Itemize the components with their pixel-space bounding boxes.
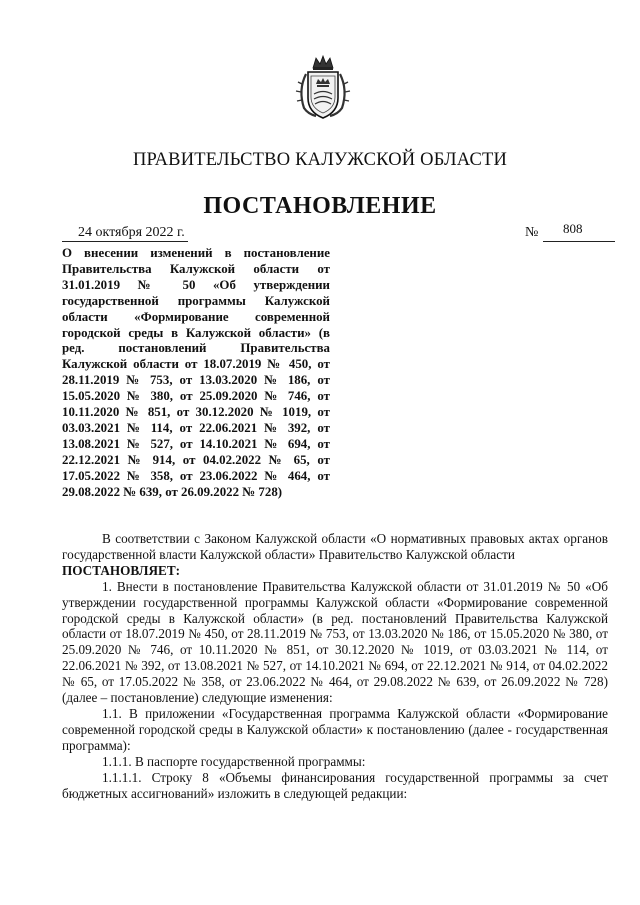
government-title: ПРАВИТЕЛЬСТВО КАЛУЖСКОЙ ОБЛАСТИ (132, 150, 508, 170)
paragraph-1-1-1-1: 1.1.1.1. Строку 8 «Объемы финансирования государственной программы за счет бюджетных ассигнований» изложить в следующей редакции: (62, 769, 608, 801)
resolves-heading: ПОСТАНОВЛЯЕТ: (62, 562, 181, 578)
paragraph-1: 1. Внести в постановление Правительства Калужской области от 31.01.2019 № 50 «Об утверждении государственной программы Калужской области «Формирование современной городской среды в Калужской области» (в ред. постановлений Правительства Калужской области от 18.07.2019 № 450, от 28.11.2019 № 753, от 13.03.2020 № 186, от 15.05.2020 № 380, от 25.09.2020 № 746, от 10.11.2020 № 851, от 30.12.2020 № 1019, от 03.03.2021 № 114, от 22.06.2021 № 392, от 13.08.2021 № 527, от 14.10.2021 № 694, от 22.12.2021 № 914, от 04.02.2022 № 65, от 17.05.2022 № 358, от 23.06.2022 № 464, от 29.08.2022 № 639, от 26.09.2022 № 728) (далее – постановление) следующие изменения: (62, 578, 608, 706)
number-label: № (525, 225, 539, 240)
document-number: 808 (563, 221, 583, 236)
document-number-field (525, 221, 615, 241)
preamble: В соответствии с Законом Калужской области «О нормативных правовых актах органов государственной власти Калужской области» Правительство Калужской области (62, 531, 608, 562)
date-underline (62, 241, 188, 242)
document-body (62, 531, 608, 801)
paragraph-1-1: 1.1. В приложении «Государственная программа Калужской области «Формирование современной городской среды в Калужской области» к постановлению (далее - государственная программа): (62, 705, 608, 753)
coat-of-arms-icon (294, 54, 352, 122)
document-date: 24 октября 2022 г. (78, 225, 185, 240)
document-subject: О внесении изменений в постановление Правительства Калужской области от 31.01.2019 № 50 «Об утверждении государственной программы Калужской области «Формирование современной городской среды в Калужской области» (в ред. постановлений Правительства Калужской области от 18.07.2019 № 450, от 28.11.2019 № 753, от 13.03.2020 № 186, от 15.05.2020 № 380, от 25.09.2020 № 746, от 10.11.2020 № 851, от 30.12.2020 № 1019, от 03.03.2021 № 114, от 22.06.2021 № 392, от 13.08.2021 № 527, от 14.10.2021 № 694, от 22.12.2021 № 914, от 04.02.2022 № 65, от 17.05.2022 № 358, от 23.06.2022 № 464, от 29.08.2022 № 639, от 26.09.2022 № 728) (62, 246, 330, 499)
document-type: ПОСТАНОВЛЕНИЕ (203, 193, 437, 219)
document-date-field (62, 225, 185, 241)
paragraph-1-1-1: 1.1.1. В паспорте государственной программы: (102, 753, 366, 769)
number-underline (543, 241, 615, 242)
